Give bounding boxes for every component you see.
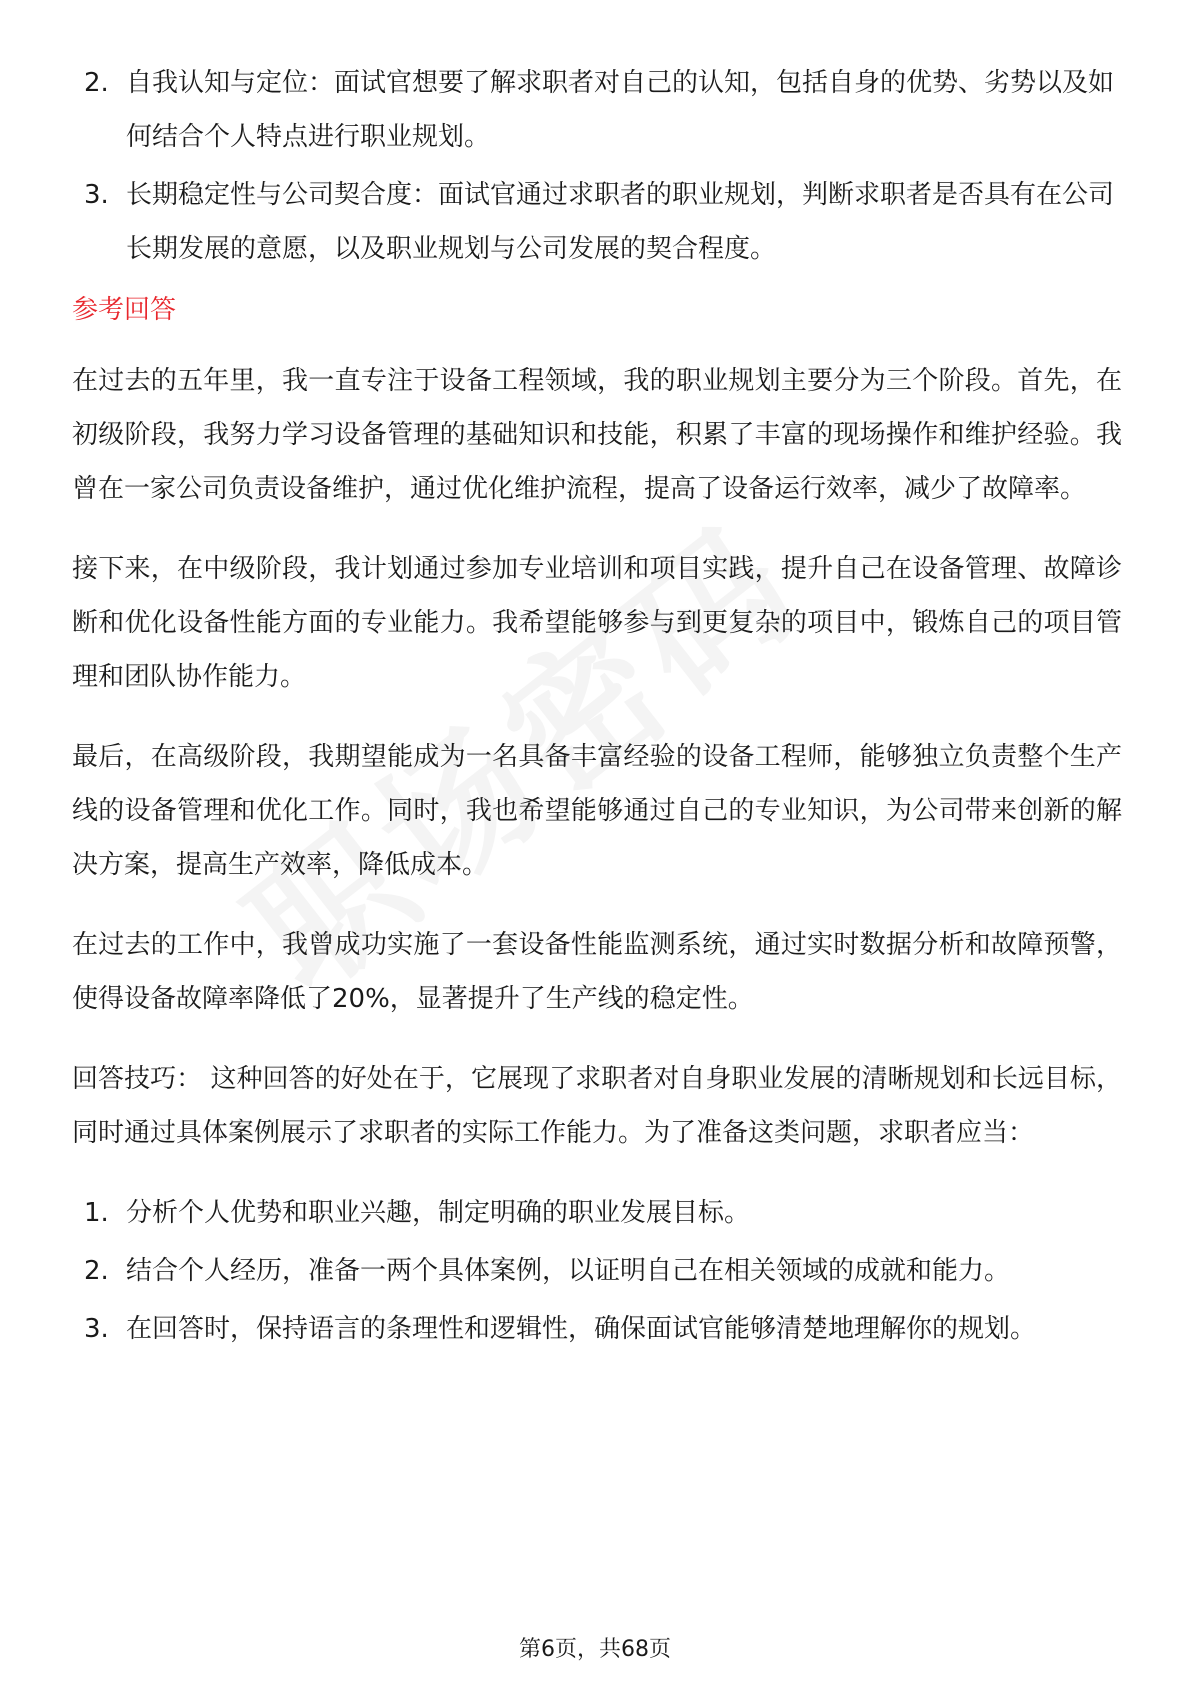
answer-paragraph: 在过去的五年里，我一直专注于设备工程领域，我的职业规划主要分为三个阶段。首先，在初级阶段，我努力学习设备管理的基础知识和技能，积累了丰富的现场操作和维护经验。我曾在一家公司负责设备维护，通过优化维护流程，提高了设备运行效率，减少了故障率。 [72,366,1122,504]
list-item-number: 2. [84,1256,109,1286]
list-item [72,168,1122,276]
list-item-number: 3. [84,180,109,210]
list-item-text: 在回答时，保持语言的条理性和逻辑性，确保面试官能够清楚地理解你的规划。 [126,1314,1037,1344]
section-heading: 参考回答 [72,295,177,325]
list-item [72,1302,1122,1356]
answer-paragraph: 在过去的工作中，我曾成功实施了一套设备性能监测系统，通过实时数据分析和故障预警，使得设备故障率降低了20%，显著提升了生产线的稳定性。 [72,930,1122,1014]
list-item-text: 长期稳定性与公司契合度：面试官通过求职者的职业规划，判断求职者是否具有在公司长期发展的意愿，以及职业规划与公司发展的契合程度。 [126,180,1115,264]
list-item-number: 1. [84,1198,109,1228]
list-item-number: 3. [84,1314,109,1344]
page-content [72,56,1122,1360]
criteria-list [72,56,1122,276]
list-item [72,56,1122,164]
answer-paragraph: 接下来，在中级阶段，我计划通过参加专业培训和项目实践，提升自己在设备管理、故障诊断和优化设备性能方面的专业能力。我希望能够参与到更复杂的项目中，锻炼自己的项目管理和团队协作能力。 [72,554,1122,692]
list-item-text: 自我认知与定位：面试官想要了解求职者对自己的认知，包括自身的优势、劣势以及如何结合个人特点进行职业规划。 [126,68,1115,152]
answer-paragraph: 最后，在高级阶段，我期望能成为一名具备丰富经验的设备工程师，能够独立负责整个生产线的设备管理和优化工作。同时，我也希望能够通过自己的专业知识，为公司带来创新的解决方案，提高生产效率，降低成本。 [72,742,1122,880]
list-item-text: 结合个人经历，准备一两个具体案例，以证明自己在相关领域的成就和能力。 [126,1256,1011,1286]
list-item [72,1244,1122,1298]
list-item-text: 分析个人优势和职业兴趣，制定明确的职业发展目标。 [126,1198,751,1228]
tips-paragraph: 回答技巧： 这种回答的好处在于，它展现了求职者对自身职业发展的清晰规划和长远目标，同时通过具体案例展示了求职者的实际工作能力。为了准备这类问题，求职者应当： [72,1064,1122,1148]
page-number: 第6页，共68页 [519,1637,671,1662]
list-item-number: 2. [84,68,109,98]
list-item [72,1186,1122,1240]
tips-list [72,1186,1122,1356]
